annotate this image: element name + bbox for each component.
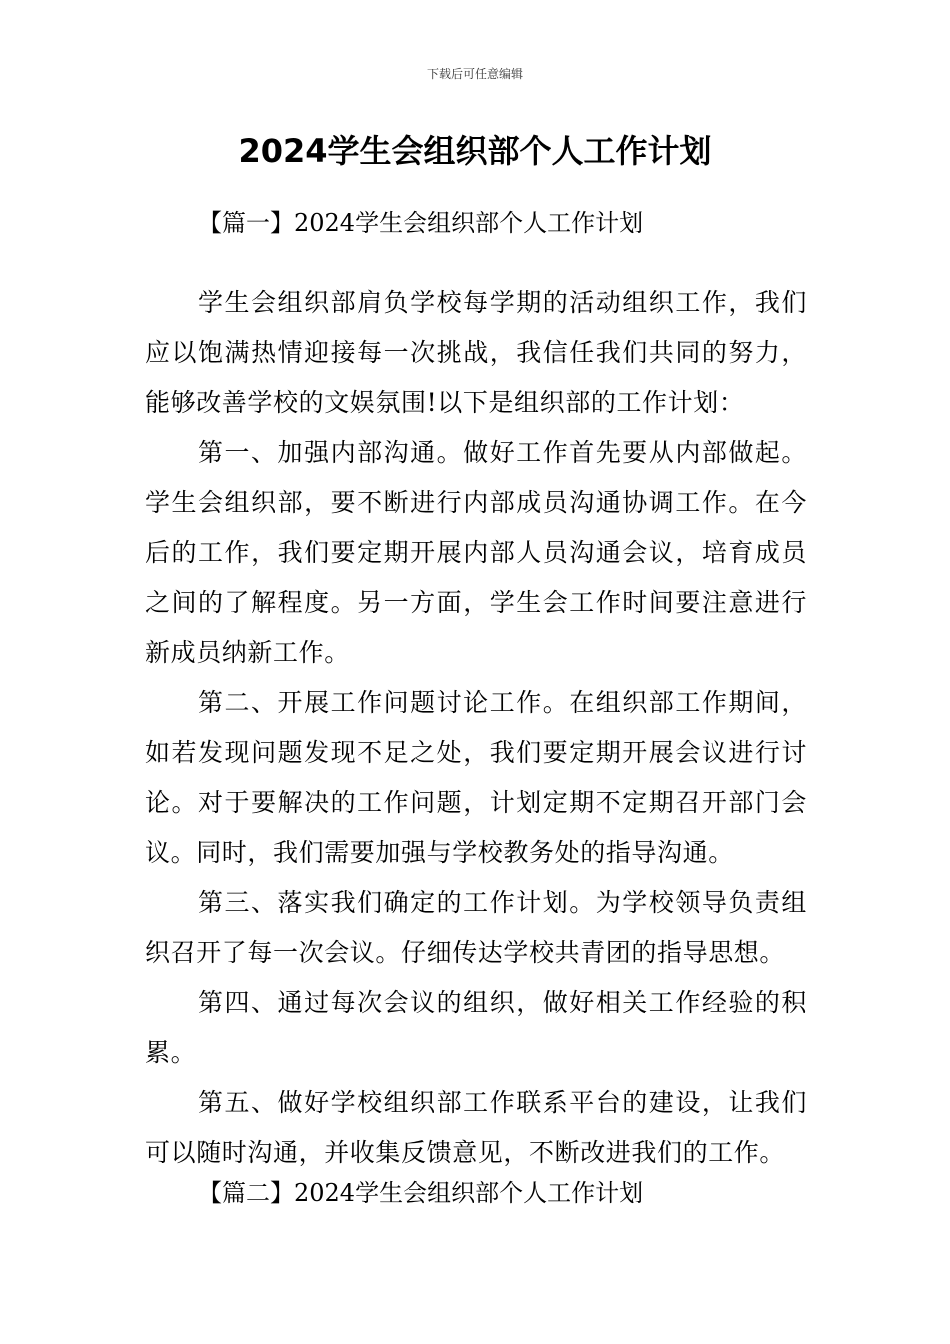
paragraph-second: 第二、开展工作问题讨论工作。在组织部工作期间，如若发现问题发现不足之处，我们要定期开展会议进行讨论。对于要解决的工作问题，计划定期不定期召开部门会议。同时，我们需要加强与学校教务处的指导沟通。 <box>145 688 807 867</box>
header-note: 下载后可任意编辑 <box>426 67 523 81</box>
paragraph-fourth: 第四、通过每次会议的组织，做好相关工作经验的积累。 <box>145 988 807 1067</box>
document-body <box>145 278 807 1178</box>
paragraph-fifth: 第五、做好学校组织部工作联系平台的建设，让我们可以随时沟通，并收集反馈意见，不断改进我们的工作。 <box>145 1088 807 1167</box>
paragraph-third: 第三、落实我们确定的工作计划。为学校领导负责组织召开了每一次会议。仔细传达学校共青团的指导思想。 <box>145 888 807 967</box>
section-heading-two: 【篇二】2024学生会组织部个人工作计划 <box>198 1179 644 1207</box>
section-heading-one: 【篇一】2024学生会组织部个人工作计划 <box>198 209 644 237</box>
document-title: 2024学生会组织部个人工作计划 <box>238 132 712 170</box>
paragraph-intro: 学生会组织部肩负学校每学期的活动组织工作，我们应以饱满热情迎接每一次挑战，我信任我们共同的努力，能够改善学校的文娱氛围!以下是组织部的工作计划： <box>145 288 807 417</box>
paragraph-first: 第一、加强内部沟通。做好工作首先要从内部做起。学生会组织部，要不断进行内部成员沟通协调工作。在今后的工作，我们要定期开展内部人员沟通会议，培育成员之间的了解程度。另一方面，学生会工作时间要注意进行新成员纳新工作。 <box>145 438 807 667</box>
